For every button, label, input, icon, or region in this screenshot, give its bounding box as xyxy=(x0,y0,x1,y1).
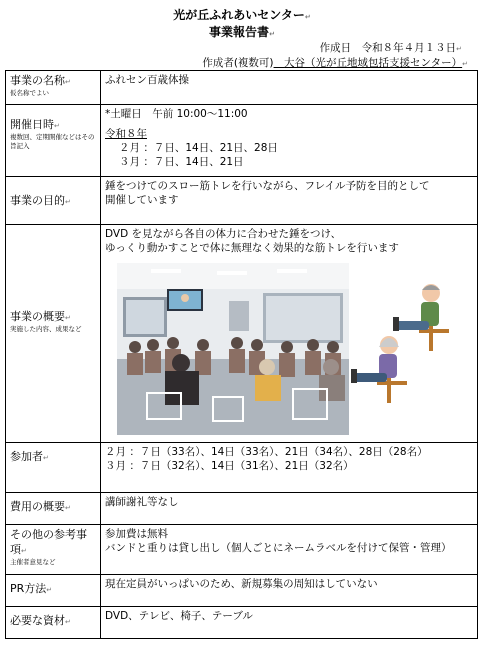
row-participants xyxy=(6,443,478,493)
row-materials xyxy=(6,607,478,639)
label-cell: PR方法↵ xyxy=(6,575,101,607)
page-title: 事業報告書↵ xyxy=(209,25,275,39)
author-line: 作成者(複数可) 大谷（光が丘地域包括支援センター）↵ xyxy=(202,57,468,69)
label-cell: 費用の概要↵ xyxy=(6,493,101,525)
value-cell: *土曜日 午前 10:00～11:00 令和８年 ２月 ：７日、14日、21日、28日 ３月 ：７日、14日、21日 xyxy=(101,105,478,177)
created-date: 作成日 令和８年４月１３日↵ xyxy=(319,42,462,54)
exercise-woman-illustration xyxy=(349,333,409,405)
value-cell: 参加費は無料 バンドと重りは貸し出し（個人ごとにネームラベルを付けて保管・管理） xyxy=(101,525,478,575)
value-cell: DVD、テレビ、椅子、テーブル xyxy=(101,607,478,639)
value-cell: 現在定員がいっぱいのため、新規募集の周知はしていない xyxy=(101,575,478,607)
label-cell: 事業の目的↵ xyxy=(6,177,101,225)
row-cost xyxy=(6,493,478,525)
row-overview xyxy=(6,225,478,443)
row-datetime xyxy=(6,105,478,177)
row-event-name xyxy=(6,71,478,105)
label-cell: 事業の名称↵ 仮名称でよい xyxy=(6,71,101,105)
label-cell: 必要な資材↵ xyxy=(6,607,101,639)
label-cell: 参加者↵ xyxy=(6,443,101,493)
row-purpose xyxy=(6,177,478,225)
value-cell: 講師謝礼等なし xyxy=(101,493,478,525)
label-cell: 事業の概要↵ 実施した内容、成果など xyxy=(6,225,101,443)
label-cell: 開催日時↵ 複数回、定期開催などはその旨記入 xyxy=(6,105,101,177)
event-photo-image xyxy=(117,263,349,435)
row-pr xyxy=(6,575,478,607)
center-name: 光が丘ふれあいセンター↵ xyxy=(173,8,311,22)
value-cell: DVD を見ながら各自の体力に合わせた錘をつけ、 ゆっくり動かすことで体に無理なく効果的な筋トレを行います xyxy=(101,225,478,443)
report-table xyxy=(5,70,478,639)
value-cell: ２月 ：７日（33名）、14日（33名）、21日（34名）、28日（28名） ３月 ：７日（32名）、14日（31名）、21日（32名） xyxy=(101,443,478,493)
row-notes xyxy=(6,525,478,575)
label-cell: その他の参考事項↵ 主催者意見など xyxy=(6,525,101,575)
event-photo xyxy=(117,263,349,435)
value-cell: 錘をつけてのスロー筋トレを行いながら、フレイル予防を目的として 開催しています xyxy=(101,177,478,225)
value-cell: ふれセン百歳体操 xyxy=(101,71,478,105)
